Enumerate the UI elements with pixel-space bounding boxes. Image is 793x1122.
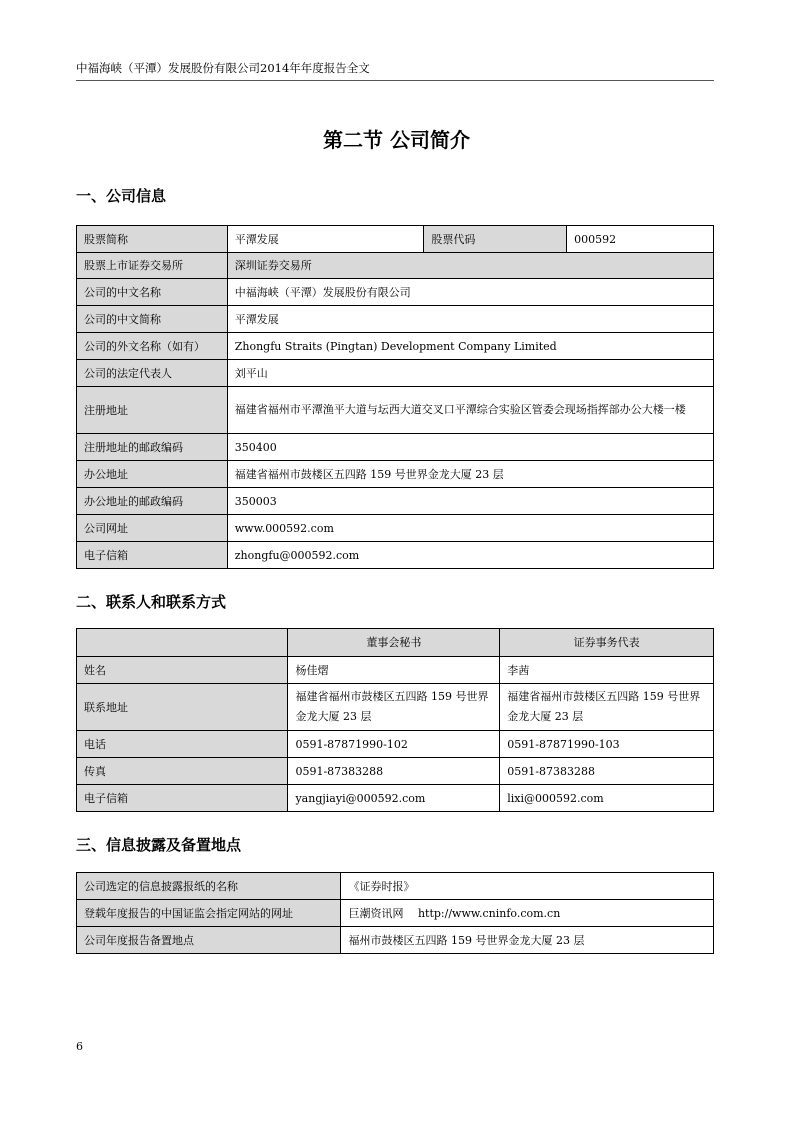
document-header: 中福海峡（平潭）发展股份有限公司2014年年度报告全文 [76, 61, 370, 75]
row-value: lixi@000592.com [500, 785, 714, 812]
row-value: 福建省福州市鼓楼区五四路 159 号世界金龙大厦 23 层 [500, 684, 714, 731]
row-label: 电子信箱 [77, 542, 228, 569]
row-value: 李茜 [500, 657, 714, 684]
table-row [77, 927, 714, 954]
company-info-table [76, 225, 714, 569]
section-heading-disclosure: 三、信息披露及备置地点 [76, 836, 242, 854]
row-label: 电子信箱 [77, 785, 288, 812]
row-label: 电话 [77, 731, 288, 758]
row-value: 350003 [227, 488, 713, 515]
row-value: 平潭发展 [227, 306, 713, 333]
column-header-securities-rep: 证券事务代表 [500, 629, 714, 657]
row-label: 注册地址 [77, 387, 228, 434]
section-heading-contacts: 二、联系人和联系方式 [76, 593, 227, 611]
row-value: 350400 [227, 434, 713, 461]
row-label: 姓名 [77, 657, 288, 684]
row-value: 杨佳熠 [288, 657, 500, 684]
stock-abbr-value: 平潭发展 [227, 226, 424, 253]
table-row [77, 684, 714, 731]
table-row [77, 434, 714, 461]
row-value: 中福海峡（平潭）发展股份有限公司 [227, 279, 713, 306]
row-value: 《证券时报》 [341, 873, 714, 900]
row-value: 福建省福州市鼓楼区五四路 159 号世界金龙大厦 23 层 [227, 461, 713, 488]
row-value: 福建省福州市鼓楼区五四路 159 号世界金龙大厦 23 层 [288, 684, 500, 731]
table-row [77, 306, 714, 333]
table-row [77, 279, 714, 306]
row-label: 公司选定的信息披露报纸的名称 [77, 873, 341, 900]
empty-header-cell [77, 629, 288, 657]
stock-code-value: 000592 [567, 226, 714, 253]
row-value: 0591-87383288 [288, 758, 500, 785]
table-row [77, 488, 714, 515]
table-row [77, 900, 714, 927]
row-value: 福建省福州市平潭渔平大道与坛西大道交叉口平潭综合实验区管委会现场指挥部办公大楼一楼 [227, 387, 713, 434]
table-row [77, 226, 714, 253]
row-label: 传真 [77, 758, 288, 785]
column-header-board-secretary: 董事会秘书 [288, 629, 500, 657]
row-label: 办公地址 [77, 461, 228, 488]
row-label: 公司的外文名称（如有） [77, 333, 228, 360]
table-header-row [77, 629, 714, 657]
header-divider [76, 80, 714, 81]
row-label: 联系地址 [77, 684, 288, 731]
table-row [77, 873, 714, 900]
page-title: 第二节 公司简介 [323, 128, 470, 152]
row-label: 办公地址的邮政编码 [77, 488, 228, 515]
table-row [77, 253, 714, 279]
row-value: 0591-87871990-103 [500, 731, 714, 758]
table-row [77, 515, 714, 542]
table-row [77, 461, 714, 488]
section-heading-company-info: 一、公司信息 [76, 187, 167, 205]
row-label: 公司的中文简称 [77, 306, 228, 333]
row-value: 深圳证券交易所 [227, 253, 713, 279]
row-value: 福州市鼓楼区五四路 159 号世界金龙大厦 23 层 [341, 927, 714, 954]
row-label: 公司的中文名称 [77, 279, 228, 306]
table-row [77, 758, 714, 785]
row-value: zhongfu@000592.com [227, 542, 713, 569]
row-label: 公司网址 [77, 515, 228, 542]
row-label: 股票上市证券交易所 [77, 253, 228, 279]
stock-abbr-label: 股票简称 [77, 226, 228, 253]
table-row [77, 387, 714, 434]
row-value: 0591-87871990-102 [288, 731, 500, 758]
row-label: 注册地址的邮政编码 [77, 434, 228, 461]
row-value: 0591-87383288 [500, 758, 714, 785]
row-label: 登载年度报告的中国证监会指定网站的网址 [77, 900, 341, 927]
page-number: 6 [76, 1040, 83, 1053]
row-label: 公司年度报告备置地点 [77, 927, 341, 954]
table-row [77, 785, 714, 812]
row-value: www.000592.com [227, 515, 713, 542]
table-row [77, 542, 714, 569]
table-row [77, 333, 714, 360]
table-row [77, 360, 714, 387]
row-value: 刘平山 [227, 360, 713, 387]
table-row [77, 731, 714, 758]
table-row [77, 657, 714, 684]
row-value: Zhongfu Straits (Pingtan) Development Company Limited [227, 333, 713, 360]
row-value: yangjiayi@000592.com [288, 785, 500, 812]
row-value: 巨潮资讯网 http://www.cninfo.com.cn [341, 900, 714, 927]
contacts-table [76, 628, 714, 812]
stock-code-label: 股票代码 [424, 226, 567, 253]
row-label: 公司的法定代表人 [77, 360, 228, 387]
disclosure-table [76, 872, 714, 954]
